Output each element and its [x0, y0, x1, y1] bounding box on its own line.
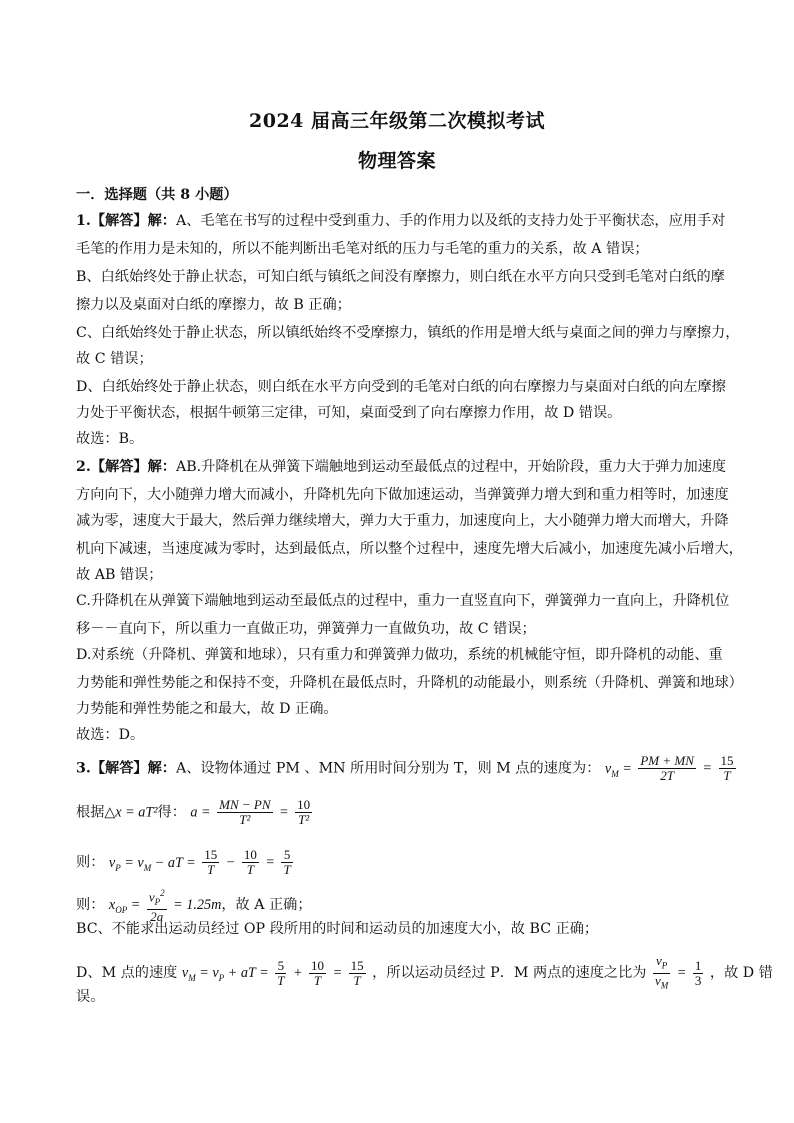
vm2-formula: $v_M = v_P$ + aT = — [181, 965, 269, 983]
q2-line-4: 机向下减速，当速度减为零时，达到最低点，所以整个过程中，速度先增大后减小，加速度先减小后增大， — [76, 541, 743, 557]
q1-line-2: 毛笔的作用力是未知的，所以不能判断出毛笔对纸的压力与毛笔的重力的关系，故 A 错误； — [76, 241, 649, 257]
a-result: $\frac{10}{\text{T²}}$ — [297, 797, 311, 827]
q2-line-11: 故选：D。 — [76, 727, 145, 743]
q1-line-9: 故选：B。 — [76, 431, 144, 447]
q1-text-1: A、毛笔在书写的过程中受到重力、手的作用力以及纸的支持力处于平衡状态，应用手对 — [175, 213, 726, 229]
vp-formula: $v_P = v_M$ − aT = — [108, 854, 196, 873]
q2-line-2: 方向向下，大小随弹力增大而减小，升降机先向下做加速运动，当弹簧弹力增大到和重力相等时，加速度 — [76, 487, 729, 503]
ratio-fraction: $\frac{v_P}{v_M}$ — [654, 953, 669, 991]
q3-line-2: 根据△x = aT²得： a = $\frac{MN - PN}{\text{T²}}$ = $\frac{10}{\text{T²}}$ — [76, 797, 311, 827]
q1-line-6: 故 C 错误； — [76, 351, 153, 367]
section-heading: 一．选择题（共 8 小题） — [76, 187, 238, 203]
page-title: 2024 届高三年级第二次模拟考试 — [249, 110, 545, 132]
q2-line-8: D.对系统（升降机、弹簧和地球），只有重力和弹簧弹力做功，系统的机械能守恒，即升降机的动能、重 — [76, 647, 723, 663]
q3-answer-label: 【解答】解： — [90, 760, 176, 777]
q3-line-7: 误。 — [76, 989, 105, 1005]
q3-line-4: 则： $x_{OP}$ = $\frac{v_P^2}{2a}$ = 1.25m，故 A 正确； — [76, 888, 312, 924]
q3-text-1: A、设物体通过 PM 、MN 所用时间分别为 T，则 M 点的速度为： — [175, 760, 601, 777]
q1-line-1 — [76, 212, 725, 230]
q1-line-7: D、白纸始终处于静止状态，则白纸在水平方向受到的毛笔对白纸的向右摩擦力与桌面对白纸的向左摩擦 — [76, 379, 726, 395]
q2-line-10: 力势能和弹性势能之和最大，故 D 正确。 — [76, 701, 338, 717]
vm-fraction: $\frac{PM + MN}{2T}$ — [640, 753, 694, 783]
q2-line-7: 移－－直向下，所以重力一直做正功，弹簧弹力一直做负功，故 C 错误； — [76, 621, 536, 637]
q2-line-6: C.升降机在从弹簧下端触地到运动至最低点的过程中，重力一直竖直向下，弹簧弹力一直向上，升降机位 — [76, 593, 730, 609]
delta-x-formula: x = aT² — [115, 804, 158, 821]
vm-symbol: $v_M$ = — [604, 760, 632, 779]
q2-line-1 — [76, 458, 726, 476]
q3-line-6: D、M 点的速度 $v_M = v_P$ + aT = $\frac{5}{T}$ + $\frac{10}{T}$ = $\frac{15}{T}$ ，所以运动员经过 P．M 两点的速度之比为 $\frac{v_P}{v_M}$ = $\frac{1}{3}$ ，故 D 错 — [76, 953, 773, 991]
q2-line-3: 减为零，速度大于最大，然后弹力继续增大，弹力大于重力，加速度向上，大小随弹力增大而增大，升降 — [76, 513, 729, 529]
q2-text-1: AB.升降机在从弹簧下端触地到运动至最低点的过程中，开始阶段，重力大于弹力加速度 — [175, 459, 727, 475]
q1-line-8: 力处于平衡状态，根据牛顿第三定律，可知，桌面受到了向右摩擦力作用，故 D 错误。 — [76, 405, 622, 421]
q1-line-5: C、白纸始终处于静止状态，所以镇纸始终不受摩擦力，镇纸的作用是增大纸与桌面之间的弹力与摩擦力， — [76, 325, 740, 341]
q2-line-9: 力势能和弹性势能之和保持不变，升降机在最低点时，升降机的动能最小，则系统（升降机、弹簧和地球） — [76, 675, 743, 691]
vm-result: $\frac{15}{T}$ — [720, 753, 734, 783]
q1-number: 1. — [76, 213, 91, 229]
q2-answer-label: 【解答】解： — [90, 459, 176, 475]
q1-answer-label: 【解答】解： — [90, 213, 176, 229]
q3-line-1: 3.【解答】解：A、设物体通过 PM 、MN 所用时间分别为 T，则 M 点的速度为： $v_M$ = $\frac{PM + MN}{2T}$ = $\frac{15}{T}$ — [76, 753, 734, 783]
q3-line-5: BC、不能求出运动员经过 OP 段所用的时间和运动员的加速度大小，故 BC 正确； — [76, 921, 599, 937]
q1-line-3: B、白纸始终处于静止状态，可知白纸与镇纸之间没有摩擦力，则白纸在水平方向只受到毛笔对白纸的摩 — [76, 269, 725, 285]
page-subtitle: 物理答案 — [357, 150, 436, 172]
q2-number: 2. — [76, 459, 91, 475]
q1-line-4: 擦力以及桌面对白纸的摩擦力，故 B 正确； — [76, 297, 351, 313]
q3-number: 3. — [76, 760, 91, 777]
q2-line-5: 故 AB 错误； — [76, 567, 163, 583]
q3-line-3: 则： $v_P = v_M$ − aT = $\frac{15}{T}$ − $\frac{10}{T}$ = $\frac{5}{T}$ — [76, 847, 291, 877]
a-fraction: $\frac{MN - PN}{\text{T²}}$ — [219, 797, 271, 827]
xop-formula: $x_{OP}$ = — [108, 896, 141, 915]
